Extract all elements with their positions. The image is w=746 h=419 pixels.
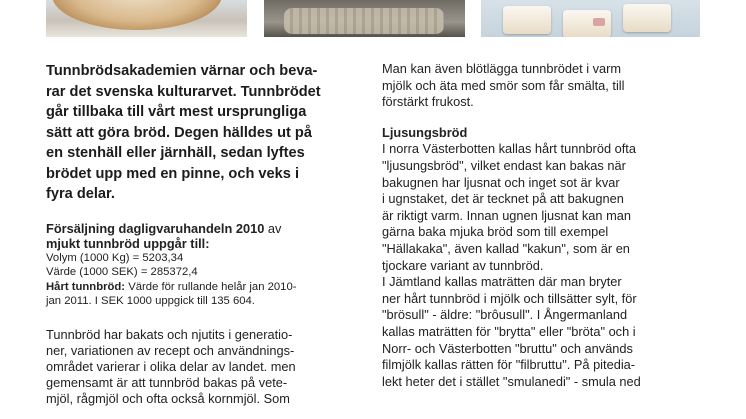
bread-roll — [623, 4, 671, 32]
stats-heading — [46, 221, 344, 236]
lead-line: rar det svenska kulturarvet. Tunnbrödet — [46, 83, 321, 100]
text-line: tjockare variant av tunnbröd. — [382, 257, 544, 273]
text-line: mjöl, rågmjöl och ofta också kornmjöl. Som — [46, 391, 290, 407]
section-heading: Ljusungsbröd — [382, 124, 468, 140]
text-line: mjölk och äta med smör som får smälta, till — [382, 77, 625, 93]
right-column — [382, 61, 680, 390]
bread-roll — [563, 10, 611, 37]
hard-bread-text: Värde för rullande helår jan 2010- — [125, 280, 297, 293]
text-line: förstärkt frukost. — [382, 94, 474, 110]
stats-heading-bold: Försäljning dagligvaruhandeln 2010 — [46, 220, 265, 236]
lead-line: sätt att göra bröd. Degen hälldes ut på — [46, 124, 312, 141]
sek-value: Värde (1000 SEK) = 285372,4 — [46, 266, 198, 278]
left-column — [46, 61, 344, 408]
text-line: är riktigt varm. Innan ugnen ljusnat kan man — [382, 207, 631, 223]
lead-line: brödet upp med en pinne, och veks i — [46, 165, 299, 182]
bread-photo-1 — [46, 0, 247, 37]
lead-paragraph — [46, 61, 344, 205]
text-line: ner, variationen av recept och användnings- — [46, 342, 295, 358]
text-line: bakugnen har ljusnat och inget sot är kvar — [382, 174, 620, 190]
text-line: I norra Västerbotten kallas hårt tunnbröd ofta — [382, 141, 636, 157]
text-line: området varierar i olika delar av landet. men — [46, 358, 296, 374]
text-line: "brösull" - äldre: "brôusull". I Ångermanland — [382, 307, 628, 323]
text-line: gemensamt är att tunnbröd bakas på vete- — [46, 375, 288, 391]
text-line: lekt heter det i stället "smulanedi" - smula ned — [382, 373, 641, 389]
text-line: "ljusungsbröd", vilket endast kan bakas när — [382, 157, 626, 173]
bread-shape — [52, 0, 222, 30]
hard-bread-line — [46, 280, 344, 295]
ljusungsbrod-paragraph — [382, 141, 680, 390]
body-paragraph — [46, 327, 344, 408]
bread-photo-2 — [264, 0, 465, 37]
lead-line: fyra delar. — [46, 186, 115, 202]
stats-heading-line2: mjukt tunnbröd uppgår till: — [46, 235, 210, 251]
text-line: Tunnbröd har bakats och njutits i generatio- — [46, 326, 293, 342]
text-line: Man kan även blötlägga tunnbrödet i varm — [382, 61, 622, 76]
text-line: filmjölk kallas rätten för "filbruttu". På pitedia- — [382, 357, 636, 373]
bread-roll — [503, 6, 551, 34]
text-line: gärna baka mjuka bröd som till exempel — [382, 224, 609, 240]
text-line: "Hällakaka", även kallad "kakun", som är en — [382, 240, 630, 256]
text-line: ner hårt tunnbröd i mjölk och tillsätter sylt, för — [382, 290, 637, 306]
hard-bread-label: Hårt tunnbröd: — [46, 280, 126, 293]
intro-paragraph — [382, 61, 680, 111]
text-line: i ugnstaket, det är tecknet på att bakugnen — [382, 191, 624, 207]
lead-line: går tillbaka till vårt mest ursprungliga — [46, 104, 307, 120]
sales-stats — [46, 221, 344, 309]
text-line: kallas maträtten för "brytta" eller "bröta" och i — [382, 323, 636, 339]
volume-value: Volym (1000 Kg) = 5203,34 — [46, 251, 184, 264]
bread-photo-3 — [481, 0, 700, 37]
stats-heading-normal: av — [264, 220, 282, 236]
bread-shape — [284, 8, 444, 34]
lead-line: en stenhäll eller järnhäll, sedan lyftes — [46, 145, 305, 161]
text-line: Norr- och Västerbotten "bruttu" och används — [382, 340, 633, 356]
text-line: I Jämtland kallas maträtten där man bryter — [382, 274, 622, 290]
hard-bread-line2: jan 2011. I SEK 1000 uppgick till 135 604. — [46, 295, 255, 307]
lead-line: Tunnbrödsakademien värnar och beva- — [46, 63, 318, 79]
